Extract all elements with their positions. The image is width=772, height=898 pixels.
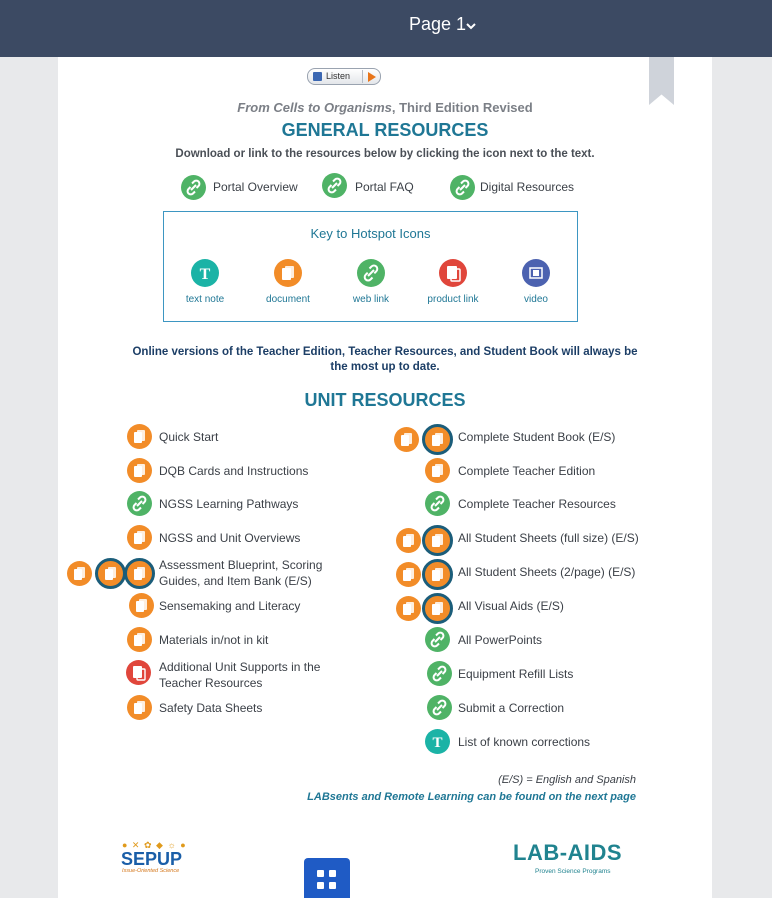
student-sheets-2page-link[interactable]: All Student Sheets (2/page) (E/S) [458,565,636,579]
key-title: Key to Hotspot Icons [310,226,431,241]
document-icon[interactable] [127,458,152,483]
document-spanish-icon[interactable] [422,525,453,556]
all-powerpoints-link[interactable]: All PowerPoints [458,633,543,647]
equipment-refill-link[interactable]: Equipment Refill Lists [458,667,574,681]
document-icon[interactable] [127,627,152,652]
key-label-video: video [524,294,548,305]
ngss-pathways-link[interactable]: NGSS Learning Pathways [159,497,299,511]
quick-start-link[interactable]: Quick Start [159,430,219,444]
online-versions-note: Online versions of the Teacher Edition, Teacher Resources, and Student Book will always be the most up to date. [132,346,638,373]
listen-button[interactable] [307,68,381,85]
student-sheets-full-link[interactable]: All Student Sheets (full size) (E/S) [458,531,639,545]
additional-supports-link[interactable]: Additional Unit Supports in the Teacher Resources [159,660,321,690]
sensemaking-literacy-link[interactable]: Sensemaking and Literacy [159,599,301,613]
document-icon[interactable] [396,562,421,587]
book-subtitle: From Cells to Organisms, Third Edition Revised [237,100,533,115]
link-icon[interactable] [427,661,452,686]
safety-data-sheets-link[interactable]: Safety Data Sheets [159,701,263,715]
document-icon[interactable] [396,528,421,553]
top-bar [0,0,772,57]
unit-resources-heading: UNIT RESOURCES [304,390,466,410]
complete-teacher-resources-link[interactable]: Complete Teacher Resources [458,497,616,511]
chevron-down-icon[interactable] [466,21,476,31]
grid-view-button[interactable] [304,858,350,898]
digital-resources-link[interactable]: Digital Resources [480,180,575,194]
instructions-text: Download or link to the resources below by clicking the icon next to the text. [175,148,595,160]
es-note: (E/S) = English and Spanish [498,774,636,786]
document-icon [274,259,302,287]
key-label-text-note: text note [185,294,225,305]
page-selector[interactable]: Page 1 [409,14,467,34]
video-icon [522,259,550,287]
document-spanish-icon[interactable] [422,593,453,624]
document-icon[interactable] [67,561,92,586]
key-label-document: document [266,294,310,305]
complete-teacher-edition-link[interactable]: Complete Teacher Edition [458,464,596,478]
document-icon[interactable] [127,424,152,449]
text-note-icon [191,259,219,287]
link-icon[interactable] [427,695,452,720]
assessment-blueprint-link[interactable]: Assessment Blueprint, Scoring Guides, and Item Bank (E/S) [159,558,323,588]
grid-icon [317,870,324,877]
sepup-logo: ● ✕ ✿ ◆ ☼ ● SEPUP Issue-Oriented Science [121,840,187,874]
link-icon[interactable] [450,175,475,200]
materials-kit-link[interactable]: Materials in/not in kit [159,633,269,647]
key-label-product-link: product link [427,294,479,305]
link-icon[interactable] [425,627,450,652]
svg-text:T: T [432,735,443,751]
link-icon[interactable] [425,491,450,516]
link-icon[interactable] [181,175,206,200]
complete-student-book-link[interactable]: Complete Student Book (E/S) [458,430,616,444]
document-icon[interactable] [127,695,152,720]
link-icon [357,259,385,287]
document-icon[interactable] [127,525,152,550]
speaker-icon [313,72,322,81]
svg-text:T: T [199,266,211,283]
product-link-icon[interactable] [126,660,151,685]
document-icon[interactable] [129,593,154,618]
document-spanish-icon[interactable] [422,424,453,455]
document-icon[interactable] [396,596,421,621]
key-label-web-link: web link [352,294,390,305]
portal-overview-link[interactable]: Portal Overview [213,180,298,194]
general-resources-heading: GENERAL RESOURCES [281,120,489,140]
labaids-logo: LAB-AIDS Proven Science Programs [513,840,623,875]
product-link-icon [439,259,467,287]
document-icon[interactable] [394,427,419,452]
hotspot-key-box [163,211,578,322]
document-spanish-icon[interactable] [95,558,126,589]
play-icon[interactable] [368,72,376,82]
document-spanish-icon[interactable] [422,559,453,590]
visual-aids-link[interactable]: All Visual Aids (E/S) [458,599,564,613]
dqb-cards-link[interactable]: DQB Cards and Instructions [159,464,309,478]
listen-label: Listen [326,71,351,81]
document-icon[interactable] [425,458,450,483]
document-spanish-icon[interactable] [124,558,155,589]
known-corrections-link[interactable]: List of known corrections [458,735,591,749]
ngss-unit-overviews-link[interactable]: NGSS and Unit Overviews [159,531,301,545]
submit-correction-link[interactable]: Submit a Correction [458,701,565,715]
link-icon[interactable] [322,173,347,198]
labsents-note: LABsents and Remote Learning can be found on the next page [307,791,636,803]
link-icon[interactable] [127,491,152,516]
text-note-icon[interactable] [425,729,450,754]
portal-faq-link[interactable]: Portal FAQ [355,180,414,194]
